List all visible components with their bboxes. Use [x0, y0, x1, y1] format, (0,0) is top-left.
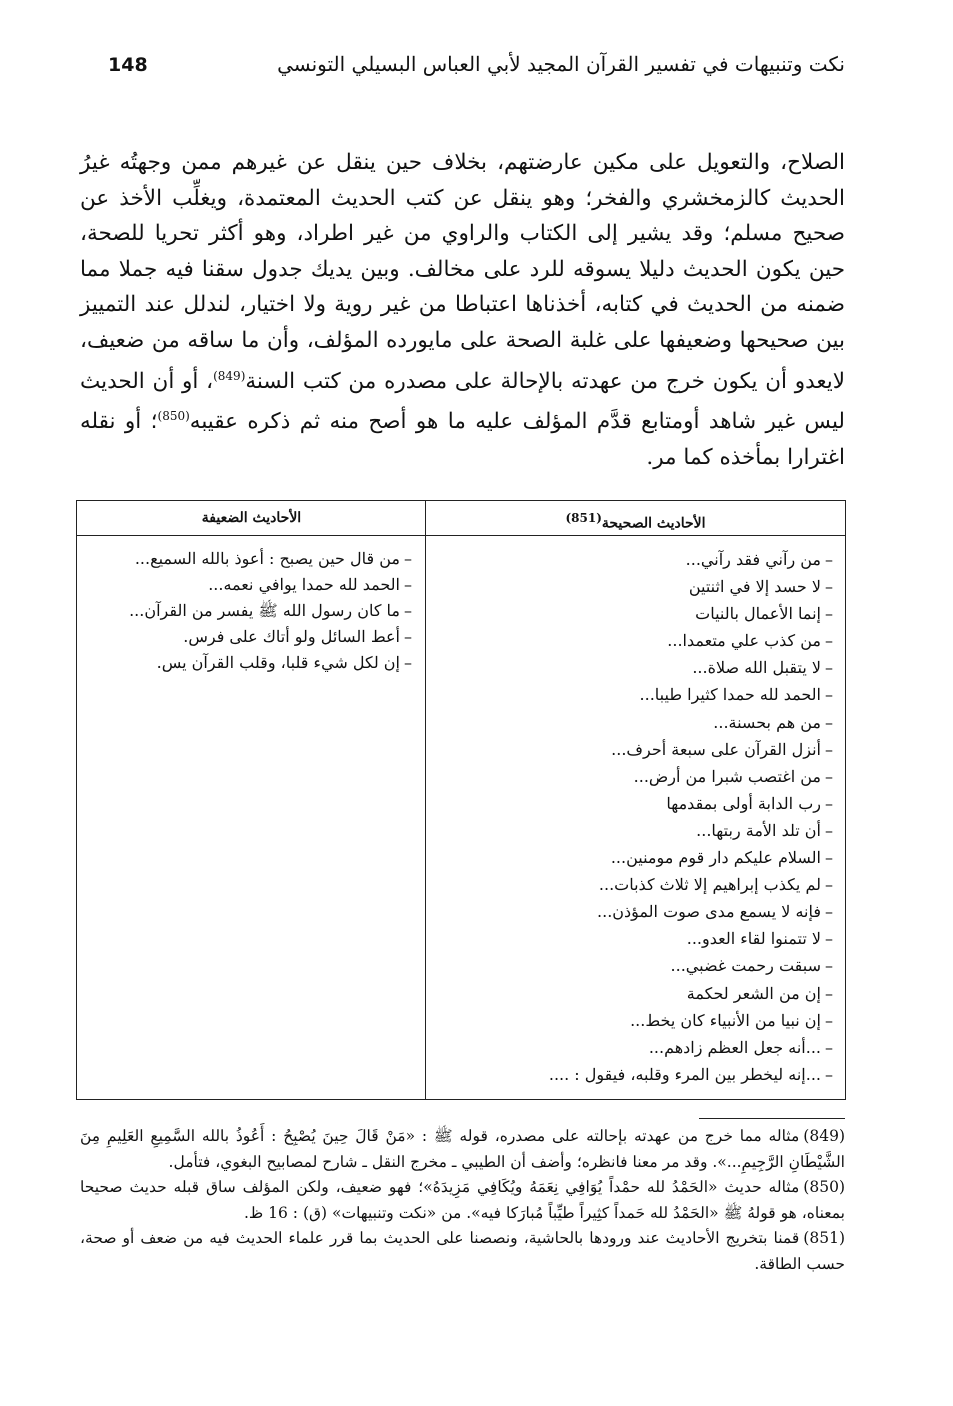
list-dash: – [825, 902, 833, 922]
hadith-text: لم يكذب إبراهيم إلا ثلاث كذبات... [598, 875, 821, 895]
sahih-list [426, 536, 845, 1088]
hadith-item [77, 572, 412, 598]
hadith-item [426, 925, 833, 952]
list-dash: – [825, 793, 833, 813]
hadith-text: سبقت رحمت غضبي... [670, 956, 821, 976]
hadith-item [77, 650, 412, 676]
hadith-text: أن تلد الأمة ربتها... [696, 820, 821, 840]
footnote-text: مثاله حديث «الحَمْدُ لله حمْداً يُوَافِي نِعَمَهُ ويُكَافِي مَزِيدَهُ»؛ فهو ضعيف، ولكن المؤلف ساق قبله حديث صحيحا بمعناه، هو قولهُ ﷺ «الحَمْدُ لله حَمداً كثِيراً طيِّباً مُبارَكا فيه». من «نكت وتنبيهات» (ق) : 16 ظ. [80, 1178, 845, 1222]
hadith-item [426, 600, 833, 627]
body-text-part-3: ؛ أو نقله اغترارا بمأخذه كما مر. [80, 409, 845, 471]
footnote-ref-849[interactable]: (849) [213, 368, 246, 383]
hadith-text: رب الدابة أولى بمقدمها [666, 793, 821, 813]
footnote-divider [699, 1118, 845, 1119]
list-dash: – [825, 550, 833, 569]
list-dash: – [825, 848, 833, 868]
list-dash: – [404, 549, 412, 568]
hadith-text: إن نبيا من الأنبياء كان يخط... [630, 1010, 821, 1030]
hadith-item [77, 624, 412, 650]
hadith-text: ...إنه ليخطر بين المرء وقلبه، فيقول : .... [548, 1064, 821, 1084]
hadith-text: من هم بحسنة... [713, 712, 821, 732]
hadith-item [426, 736, 833, 763]
hadith-text: ...أنه جعل العظم زادهم... [648, 1037, 821, 1057]
hadith-item [426, 1007, 833, 1034]
hadith-item [426, 844, 833, 871]
list-dash: – [825, 658, 833, 678]
hadith-item [426, 980, 833, 1007]
hadith-item [426, 546, 833, 573]
list-dash: – [825, 1064, 833, 1084]
hadith-table [76, 500, 846, 1100]
sahih-column-header [426, 501, 845, 536]
footnote-ref-850[interactable]: (850) [157, 409, 190, 424]
hadith-text: أعط السائل ولو أتاك على فرس. [183, 627, 400, 646]
hadith-text: الحمد لله حمدا يوافي نعمه... [208, 575, 400, 594]
hadith-item [426, 681, 833, 708]
hadith-text: الحمد لله حمدا كثيرا طيبا... [639, 685, 821, 705]
daif-list [77, 536, 426, 676]
footnote [80, 1175, 845, 1226]
hadith-item [77, 546, 412, 572]
hadith-text: إنما الأعمال بالنيات [695, 604, 821, 624]
list-dash: – [825, 712, 833, 732]
hadith-text: من رآني فقد رآني... [685, 550, 821, 569]
hadith-item [426, 709, 833, 736]
hadith-text: إن لكل شيء قلبا، وقلب القرآن يس. [156, 653, 400, 672]
body-text-part-2: ، أو أن الحديث ليس غير شاهد أومتابع قدَّم المؤلف عليه ما هو أصح منه ثم ذكره عقيبه [80, 368, 845, 435]
daif-column [77, 501, 426, 1099]
hadith-text: من قال حين يصبح : أعوذ بالله السميع... [134, 549, 400, 568]
hadith-text: لا تتمنوا لقاء العدو... [686, 929, 821, 949]
list-dash: – [825, 739, 833, 759]
list-dash: – [825, 956, 833, 976]
footnote-text: مثاله مما خرج من عهدته بإحالته على مصدره، قوله ﷺ : «مَنْ قَالَ حِينَ يُصْبِحُ : أَعُوذُ بالله السَّمِيعِ العَلِيمِ مِنَ الشَّيْطَانِ الرَّجِيمِ...». وقد مر معنا فانظره؛ وأضف أن الطيبي ـ مخرج النقل ـ شارح لمصابيح البغوي، فتأمل. [80, 1127, 845, 1171]
list-dash: – [404, 627, 412, 646]
hadith-text: أنزل القرآن على سبعة أحرف... [611, 739, 821, 759]
hadith-item [426, 763, 833, 790]
hadith-item [426, 817, 833, 844]
list-dash: – [825, 685, 833, 705]
hadith-item [77, 598, 412, 624]
hadith-item [426, 654, 833, 681]
hadith-text: من اغتصب شبرا من أرض... [633, 766, 821, 786]
hadith-item [426, 790, 833, 817]
body-text-part-1: الصلاح، والتعويل على مكين عارضتهم، بخلاف حين ينقل عن غيرهم ممن وجهتُه غيرُ الحديث كالزمخشري والفخر؛ وهو ينقل عن كتب الحديث المعتمدة، ويغلِّب الأخذ عن صحيح مسلم؛ وقد يشير إلى الكتاب والراوي من غير اطراد، وهو أكثر تحريا للصحة، حين يكون الحديث دليلا يسوقه للرد على مخالف. وبين يديك جدول سقنا فيه جملا مما ضمنه من الحديث في كتابه، أخذناها اعتباطا من غير روية ولا اختيار، لندلل عند التمييز بين صحيحها وضعيفها على غلبة الصحة على مايورده المؤلف، وأن ما ساقه من ضعيف، لايعدو أن يكون خرج من عهدته بالإحالة على مصدره من كتب السنة [80, 150, 845, 394]
list-dash: – [825, 929, 833, 949]
footnotes [80, 1124, 845, 1277]
hadith-item [426, 1061, 833, 1088]
hadith-text: السلام عليكم دار قوم مومنين... [610, 848, 821, 868]
list-dash: – [825, 983, 833, 1003]
running-header [108, 52, 845, 92]
hadith-item [426, 627, 833, 654]
hadith-text: إن من الشعر لحكمة [686, 983, 821, 1003]
list-dash: – [825, 631, 833, 651]
list-dash: – [825, 766, 833, 786]
list-dash: – [825, 820, 833, 840]
footnote-text: قمنا بتخريج الأحاديث عند ورودها بالحاشية، ونصصنا على الحديث بما قرر علماء الحديث فيه من ضعف أو صحة، حسب الطاقة. [80, 1229, 845, 1273]
daif-column-header: الأحاديث الضعيفة [77, 501, 426, 536]
hadith-item [426, 898, 833, 925]
hadith-item [426, 573, 833, 600]
footnote [80, 1226, 845, 1277]
sahih-column [425, 501, 845, 1099]
hadith-item [426, 952, 833, 979]
list-dash: – [825, 604, 833, 624]
running-title: نكت وتنبيهات في تفسير القرآن المجيد لأبي العباس البسيلي التونسي [277, 52, 845, 76]
list-dash: – [825, 577, 833, 597]
list-dash: – [825, 1010, 833, 1030]
list-dash: – [825, 875, 833, 895]
list-dash: – [404, 601, 412, 620]
page-number: 148 [108, 54, 148, 76]
hadith-item [426, 871, 833, 898]
footnote-ref-851[interactable]: (851) [565, 511, 602, 525]
hadith-text: لا حسد إلا في اثنتين [688, 577, 821, 597]
footnote [80, 1124, 845, 1175]
footnote-number: (850) [803, 1178, 845, 1196]
list-dash: – [404, 575, 412, 594]
footnote-number: (851) [803, 1229, 845, 1247]
hadith-text: فإنه لا يسمع مدى صوت المؤذن... [597, 902, 821, 922]
hadith-text: ما كان رسول الله ﷺ يفسر من القرآن... [129, 601, 400, 620]
body-paragraph [80, 145, 845, 476]
hadith-text: لا يتقبل الله صلاة... [692, 658, 821, 678]
hadith-item [426, 1034, 833, 1061]
list-dash: – [404, 653, 412, 672]
hadith-text: من كذب علي متعمدا... [667, 631, 821, 651]
footnote-number: (849) [803, 1127, 845, 1145]
list-dash: – [825, 1037, 833, 1057]
sahih-header-label: الأحاديث الصحيحة [601, 515, 706, 532]
